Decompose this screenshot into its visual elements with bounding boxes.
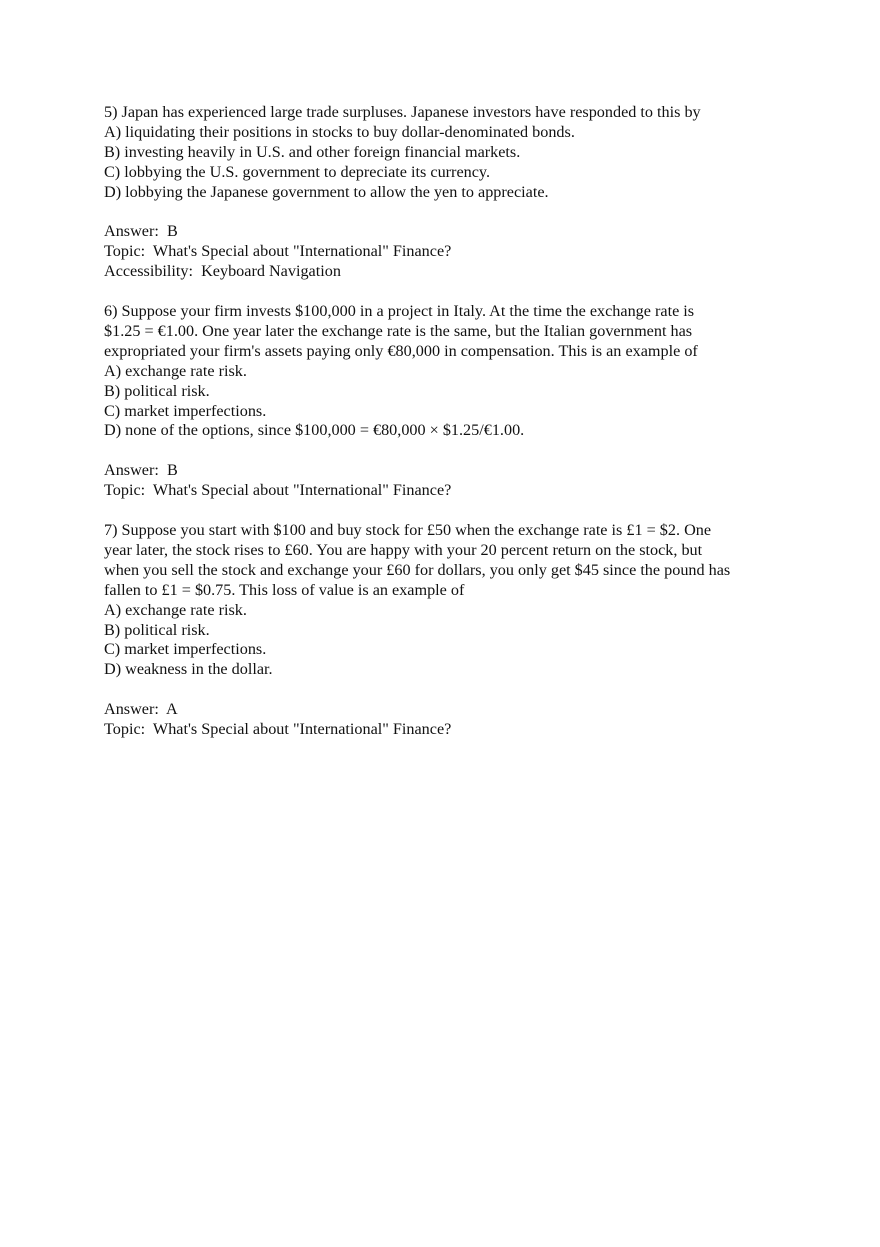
option-a: A) exchange rate risk. <box>104 600 247 619</box>
question-stem: fallen to £1 = $0.75. This loss of value is an example of <box>104 580 465 599</box>
answer: Answer: B <box>104 222 178 241</box>
answer: Answer: A <box>104 700 178 719</box>
option-a: A) liquidating their positions in stocks to buy dollar-denominated bonds. <box>104 122 575 141</box>
question-stem: $1.25 = €1.00. One year later the exchange rate is the same, but the Italian government has <box>104 321 693 340</box>
option-d: D) lobbying the Japanese government to allow the yen to appreciate. <box>104 182 549 201</box>
question-stem: when you sell the stock and exchange your £60 for dollars, you only get $45 since the pound has <box>104 560 731 579</box>
option-b: B) political risk. <box>104 620 210 639</box>
option-a: A) exchange rate risk. <box>104 361 247 380</box>
option-d: D) weakness in the dollar. <box>104 660 273 679</box>
topic: Topic: What's Special about "International" Finance? <box>104 242 452 261</box>
question-stem: 7) Suppose you start with $100 and buy stock for £50 when the exchange rate is £1 = $2. One <box>104 520 712 539</box>
question-stem: expropriated your firm's assets paying only €80,000 in compensation. This is an example of <box>104 341 698 360</box>
question-stem: year later, the stock rises to £60. You are happy with your 20 percent return on the stock, but <box>104 540 703 559</box>
topic: Topic: What's Special about "International" Finance? <box>104 720 452 739</box>
question-7 <box>104 521 804 740</box>
accessibility: Accessibility: Keyboard Navigation <box>104 262 341 281</box>
topic: Topic: What's Special about "International" Finance? <box>104 481 452 500</box>
question-5 <box>104 103 804 282</box>
option-c: C) market imperfections. <box>104 640 267 659</box>
spacer <box>104 680 804 700</box>
spacer <box>104 441 804 461</box>
option-c: C) market imperfections. <box>104 401 267 420</box>
answer: Answer: B <box>104 461 178 480</box>
option-b: B) political risk. <box>104 381 210 400</box>
spacer <box>104 501 804 521</box>
spacer <box>104 282 804 302</box>
document-page <box>104 103 804 740</box>
question-6 <box>104 302 804 501</box>
option-b: B) investing heavily in U.S. and other foreign financial markets. <box>104 142 521 161</box>
question-stem: 5) Japan has experienced large trade surpluses. Japanese investors have responded to this by <box>104 103 701 121</box>
option-d: D) none of the options, since $100,000 = €80,000 × $1.25/€1.00. <box>104 421 525 440</box>
question-stem: 6) Suppose your firm invests $100,000 in a project in Italy. At the time the exchange rate is <box>104 302 695 321</box>
option-c: C) lobbying the U.S. government to depreciate its currency. <box>104 162 490 181</box>
spacer <box>104 203 804 223</box>
